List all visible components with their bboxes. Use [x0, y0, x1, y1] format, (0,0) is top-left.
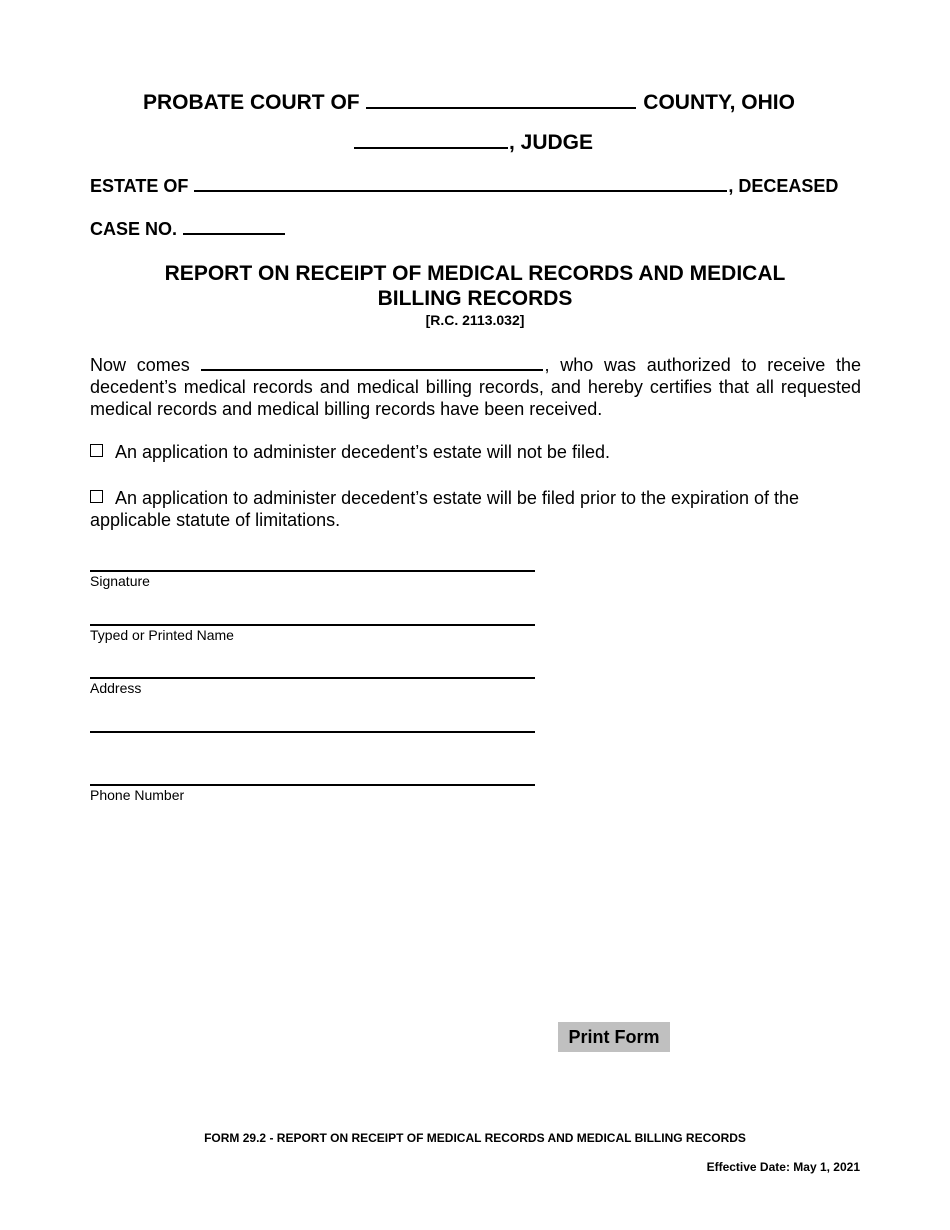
form-title-line2: BILLING RECORDS — [377, 287, 573, 310]
signature-label: Signature — [90, 573, 150, 589]
footer-effective-date: Effective Date: May 1, 2021 — [706, 1160, 860, 1174]
statute-reference: [R.C. 2113.032] — [425, 312, 525, 328]
estate-suffix: , DECEASED — [728, 176, 839, 196]
case-label: CASE NO. — [90, 219, 178, 239]
now-comes-label: Now comes — [90, 355, 190, 375]
court-suffix: COUNTY, OHIO — [643, 91, 795, 114]
phone-line[interactable] — [90, 784, 535, 786]
typed-name-label: Typed or Printed Name — [90, 627, 234, 643]
option-not-filed — [90, 441, 861, 463]
option-will-be-filed — [90, 487, 861, 531]
estate-line — [90, 175, 838, 197]
address-line-2[interactable] — [90, 731, 535, 733]
print-form-button[interactable]: Print Form — [558, 1022, 670, 1052]
court-prefix: PROBATE COURT OF — [143, 91, 360, 114]
signature-line[interactable] — [90, 570, 535, 572]
county-field[interactable] — [366, 89, 636, 109]
court-line — [143, 89, 795, 115]
option-not-filed-checkbox[interactable] — [90, 444, 103, 457]
judge-line — [353, 129, 593, 155]
certification-paragraph — [90, 353, 861, 420]
case-number-field[interactable] — [183, 218, 285, 235]
estate-prefix: ESTATE OF — [90, 176, 189, 196]
certification-text: , who was authorized to receive the decedent’s medical records and medical billing records, and hereby certifies that all requested medical records and medical billing records have been received. — [90, 355, 861, 419]
estate-name-field[interactable] — [194, 175, 727, 192]
case-line — [90, 218, 286, 240]
judge-suffix: , JUDGE — [509, 131, 594, 154]
address-label: Address — [90, 680, 142, 696]
authorized-person-field[interactable] — [201, 353, 543, 371]
phone-label: Phone Number — [90, 787, 185, 803]
option-not-filed-label: An application to administer decedent’s estate will not be filed. — [115, 442, 610, 462]
typed-name-line[interactable] — [90, 624, 535, 626]
option-will-be-filed-checkbox[interactable] — [90, 490, 103, 503]
judge-name-field[interactable] — [354, 129, 508, 149]
address-line[interactable] — [90, 677, 535, 679]
footer-form-title: FORM 29.2 - REPORT ON RECEIPT OF MEDICAL RECORDS AND MEDICAL BILLING RECORDS — [204, 1131, 746, 1145]
option-will-be-filed-label: An application to administer decedent’s estate will be filed prior to the expiration of the applicable statute of limitations. — [90, 488, 800, 530]
form-title-line1: REPORT ON RECEIPT OF MEDICAL RECORDS AND MEDICAL — [164, 262, 786, 285]
